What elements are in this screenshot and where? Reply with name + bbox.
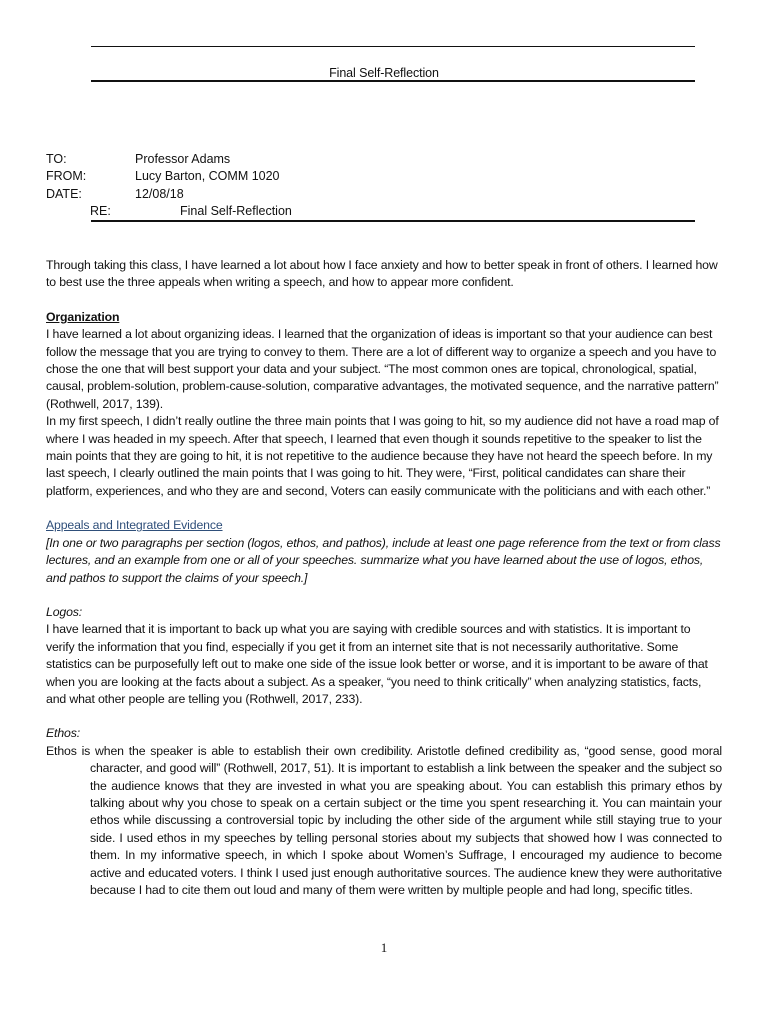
- memo-divider: [91, 220, 695, 222]
- ethos-paragraph: Ethos is when the speaker is able to establish their own credibility. Aristotle defined credibility as, “good sense, good moral character, and good will” (Rothwell, 2017, 51). It is important to establish a link between the speaker and the subject so the audience knows that they are invested in what you are speaking about. You can establish this primary ethos by talking about why you chose to speak on a certain subject or the time you spent researching it. You can maintain your ethos while discussing a controversial topic by including the other side of the argument while still staying true to your side. I used ethos in my speeches by telling personal stories about my subjects that showed how I was connected to them. In my informative speech, in which I spoke about Women’s Suffrage, I encouraged my audience to become active and educated voters. I think I used just enough authoritative sources. The audience knew they were authoritative because I had to cite them out loud and many of them were written by multiple people and had long, specific titles.: [46, 743, 722, 897]
- logos-heading: Logos:: [46, 604, 83, 619]
- organization-paragraph-2: In my first speech, I didn’t really outline the three main points that I was going to hit, so my audience did not have a road map of where I was headed in my speech. After that speech, I learned that even though it sounds repetitive to the speaker to list the main points that they are going to hit, it is not repetitive to the audience because they have not heard the speech before. In my last speech, I clearly outlined the main points that I was going to hit. They were, “First, political candidates can share their platform, experiences, and who they are and second, Voters can easily communicate with the politicians and with each other.”: [46, 414, 719, 498]
- organization-paragraph-1: I have learned a lot about organizing ideas. I learned that the organization of ideas is important so that your audience can best follow the message that you are trying to convey to them. There are a lot of different way to organize a speech and you have to chose the one that will best support your data and your subject. “The most common ones are topical, chronological, spatial, causal, problem-solution, problem-cause-solution, comparative advantages, the motivated sequence, and the narrative pattern” (Rothwell, 2017, 139).: [46, 327, 719, 411]
- logos-paragraph: I have learned that it is important to back up what you are saying with credible sources and with statistics. It is important to verify the information that you find, especially if you get it from an internet site that is not necessarily authoritative. Some statistics can be purposefully left out to make one side of the issue look better or worse, and it is important to be aware of that when you are looking at the facts about a subject. As a speaker, “you need to think critically” when analyzing statistics, facts, and what other people are telling you (Rothwell, 2017, 233).: [46, 622, 708, 706]
- ethos-heading: Ethos:: [46, 726, 80, 741]
- memo-to-value: Professor Adams: [135, 152, 231, 166]
- appeals-heading: Appeals and Integrated Evidence: [46, 518, 223, 533]
- organization-heading: Organization: [46, 309, 120, 324]
- memo-date-value: 12/08/18: [135, 187, 184, 201]
- page-number: 1: [380, 940, 388, 955]
- memo-from-value: Lucy Barton, COMM 1020: [135, 169, 280, 183]
- document-title: Final Self-Reflection: [329, 66, 439, 80]
- memo-re-label: RE:: [90, 204, 111, 218]
- appeals-instructions: [In one or two paragraphs per section (logos, ethos, and pathos), include at least one page reference from the text or from class lectures, and an example from one or all of your speeches. summarize what you have learned about the use of logos, ethos, and pathos to support the claims of your speech.]: [46, 535, 721, 585]
- memo-date-label: DATE:: [46, 187, 82, 201]
- intro-paragraph: Through taking this class, I have learned a lot about how I face anxiety and how to better speak in front of others. I learned how to best use the three appeals when writing a speech, and how to appear more confident.: [46, 258, 718, 290]
- memo-re-value: Final Self-Reflection: [180, 204, 292, 218]
- document-body: [46, 257, 722, 899]
- title-underline: [91, 80, 695, 82]
- top-rule: [91, 46, 695, 47]
- memo-to-label: TO:: [46, 152, 67, 166]
- memo-from-label: FROM:: [46, 169, 87, 183]
